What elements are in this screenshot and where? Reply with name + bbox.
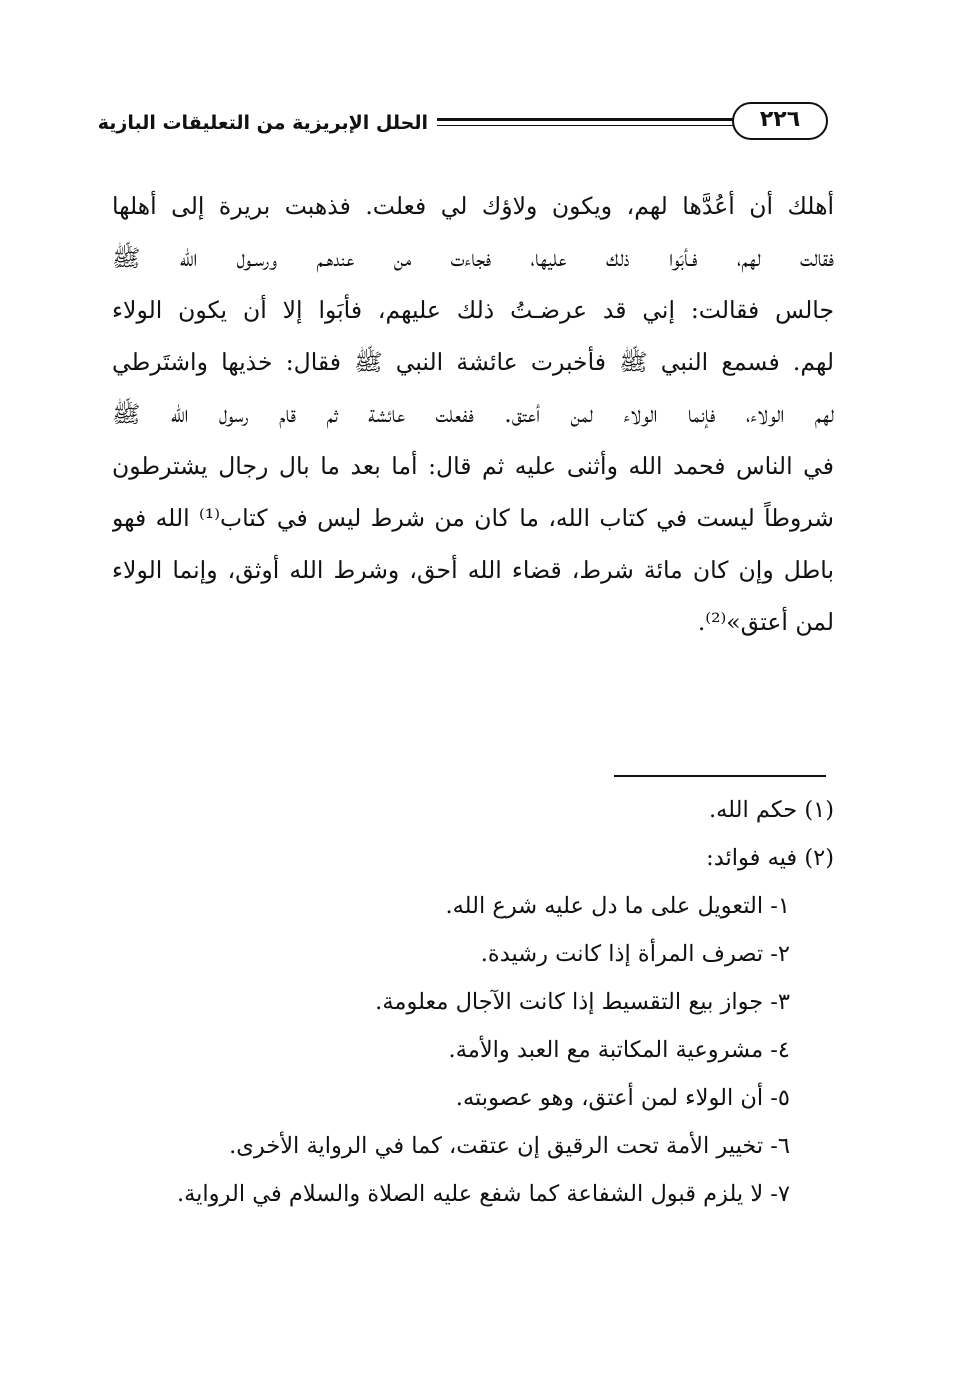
- benefit-item: ١- التعويل على ما دل عليه شرع الله.: [445, 893, 790, 919]
- text-line: لمن أعتق»⁽²⁾.: [697, 608, 834, 636]
- footnote-2-intro: (٢) فيه فوائد:: [706, 845, 834, 871]
- benefit-item: ٥- أن الولاء لمن أعتق، وهو عصوبته.: [455, 1085, 790, 1111]
- footnotes: [112, 790, 834, 1222]
- page-number: ٢٢٦: [732, 102, 828, 140]
- benefit-item: ٤- مشروعية المكاتبة مع العبد والأمة.: [448, 1037, 790, 1063]
- text-line: لهم الولاء، فإنما الولاء لمن أعتق. ففعلت عائشة ثم قام رسول الله ﷺ: [112, 400, 834, 428]
- text-line: أهلك أن أعُدَّها لهم، ويكون ولاؤك لي فعلت. فذهبت بريرة إلى أهلها: [112, 192, 834, 220]
- page-header: [97, 100, 834, 150]
- text-line: شروطاً ليست في كتاب الله، ما كان من شرط ليس في كتاب⁽¹⁾ الله فهو: [112, 504, 834, 532]
- footnote-1: (١) حكم الله.: [708, 797, 834, 823]
- text-line: باطل وإن كان مائة شرط، قضاء الله أحق، وشرط الله أوثق، وإنما الولاء: [112, 556, 834, 584]
- benefit-item: ٣- جواز بيع التقسيط إذا كانت الآجال معلومة.: [375, 989, 790, 1015]
- running-title: الحلل الإبريزية من التعليقات البازية: [97, 112, 428, 134]
- benefit-item: ٢- تصرف المرأة إذا كانت رشيدة.: [480, 941, 790, 967]
- text-line: في الناس فحمد الله وأثنى عليه ثم قال: أما بعد ما بال رجال يشترطون: [112, 452, 834, 480]
- text-line: فقالت لهم، فـأبَوا ذلك عليها، فجاءت من عندهـم ورسـول الله ﷺ: [112, 244, 834, 272]
- benefit-item: ٦- تخيير الأمة تحت الرقيق إن عتقت، كما في الرواية الأخرى.: [229, 1133, 790, 1159]
- main-text: [112, 186, 834, 654]
- benefit-item: ٧- لا يلزم قبول الشفاعة كما شفع عليه الصلاة والسلام في الرواية.: [176, 1181, 790, 1207]
- text-line: جالس فقالت: إني قد عرضـتُ ذلك عليهم، فأبَوا إلا أن يكون الولاء: [112, 296, 834, 324]
- header-rule: [437, 118, 733, 126]
- footnote-separator: [614, 775, 826, 777]
- text-line: لهم. فسمع النبي ﷺ فأخبرت عائشة النبي ﷺ فقال: خذيها واشتَرطي: [112, 348, 834, 376]
